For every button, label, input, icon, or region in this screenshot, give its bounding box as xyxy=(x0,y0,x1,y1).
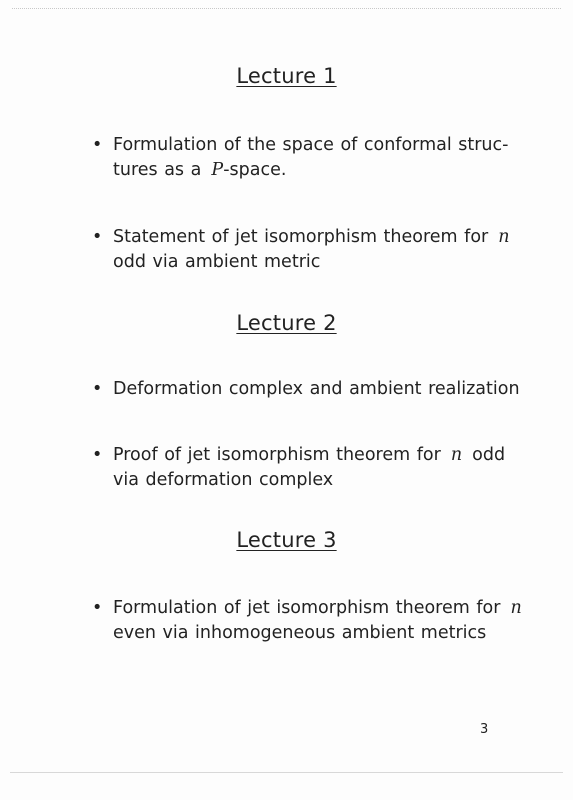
lecture-1-item-1-line-1: Formulation of the space of conformal struc- xyxy=(113,135,509,155)
bullet-icon: • xyxy=(92,598,103,618)
lecture-2-heading: Lecture 2 xyxy=(236,311,337,335)
lecture-2-item-2-line-1: Proof of jet isomorphism theorem for n odd xyxy=(113,445,506,465)
bullet-icon: • xyxy=(92,379,103,399)
lecture-2-item-2 xyxy=(92,443,542,493)
bullet-icon: • xyxy=(92,445,103,465)
lecture-1-item-2-line-2: odd via ambient metric xyxy=(113,252,321,272)
lecture-1-item-2 xyxy=(92,225,542,275)
lecture-2-item-2-line-2: via deformation complex xyxy=(113,470,334,490)
page-number: 3 xyxy=(480,722,489,737)
lecture-3-item-1-line-2: even via inhomogeneous ambient metrics xyxy=(113,623,487,643)
bullet-icon: • xyxy=(92,135,103,155)
lecture-3-item-1 xyxy=(92,596,542,646)
lecture-1-item-2-line-1: Statement of jet isomorphism theorem for n xyxy=(113,227,510,247)
lecture-2-item-1-line-1: Deformation complex and ambient realization xyxy=(113,379,520,399)
lecture-1-item-1-line-2: tures as a P-space. xyxy=(113,160,287,180)
scan-edge-bottom xyxy=(10,772,563,773)
scan-edge-top xyxy=(12,0,561,9)
lecture-1-item-1 xyxy=(92,133,542,183)
lecture-3-item-1-line-1: Formulation of jet isomorphism theorem for n xyxy=(113,598,522,618)
lecture-2-item-1 xyxy=(92,377,542,402)
lecture-1-heading: Lecture 1 xyxy=(236,64,337,88)
bullet-icon: • xyxy=(92,227,103,247)
lecture-3-heading: Lecture 3 xyxy=(236,528,337,552)
